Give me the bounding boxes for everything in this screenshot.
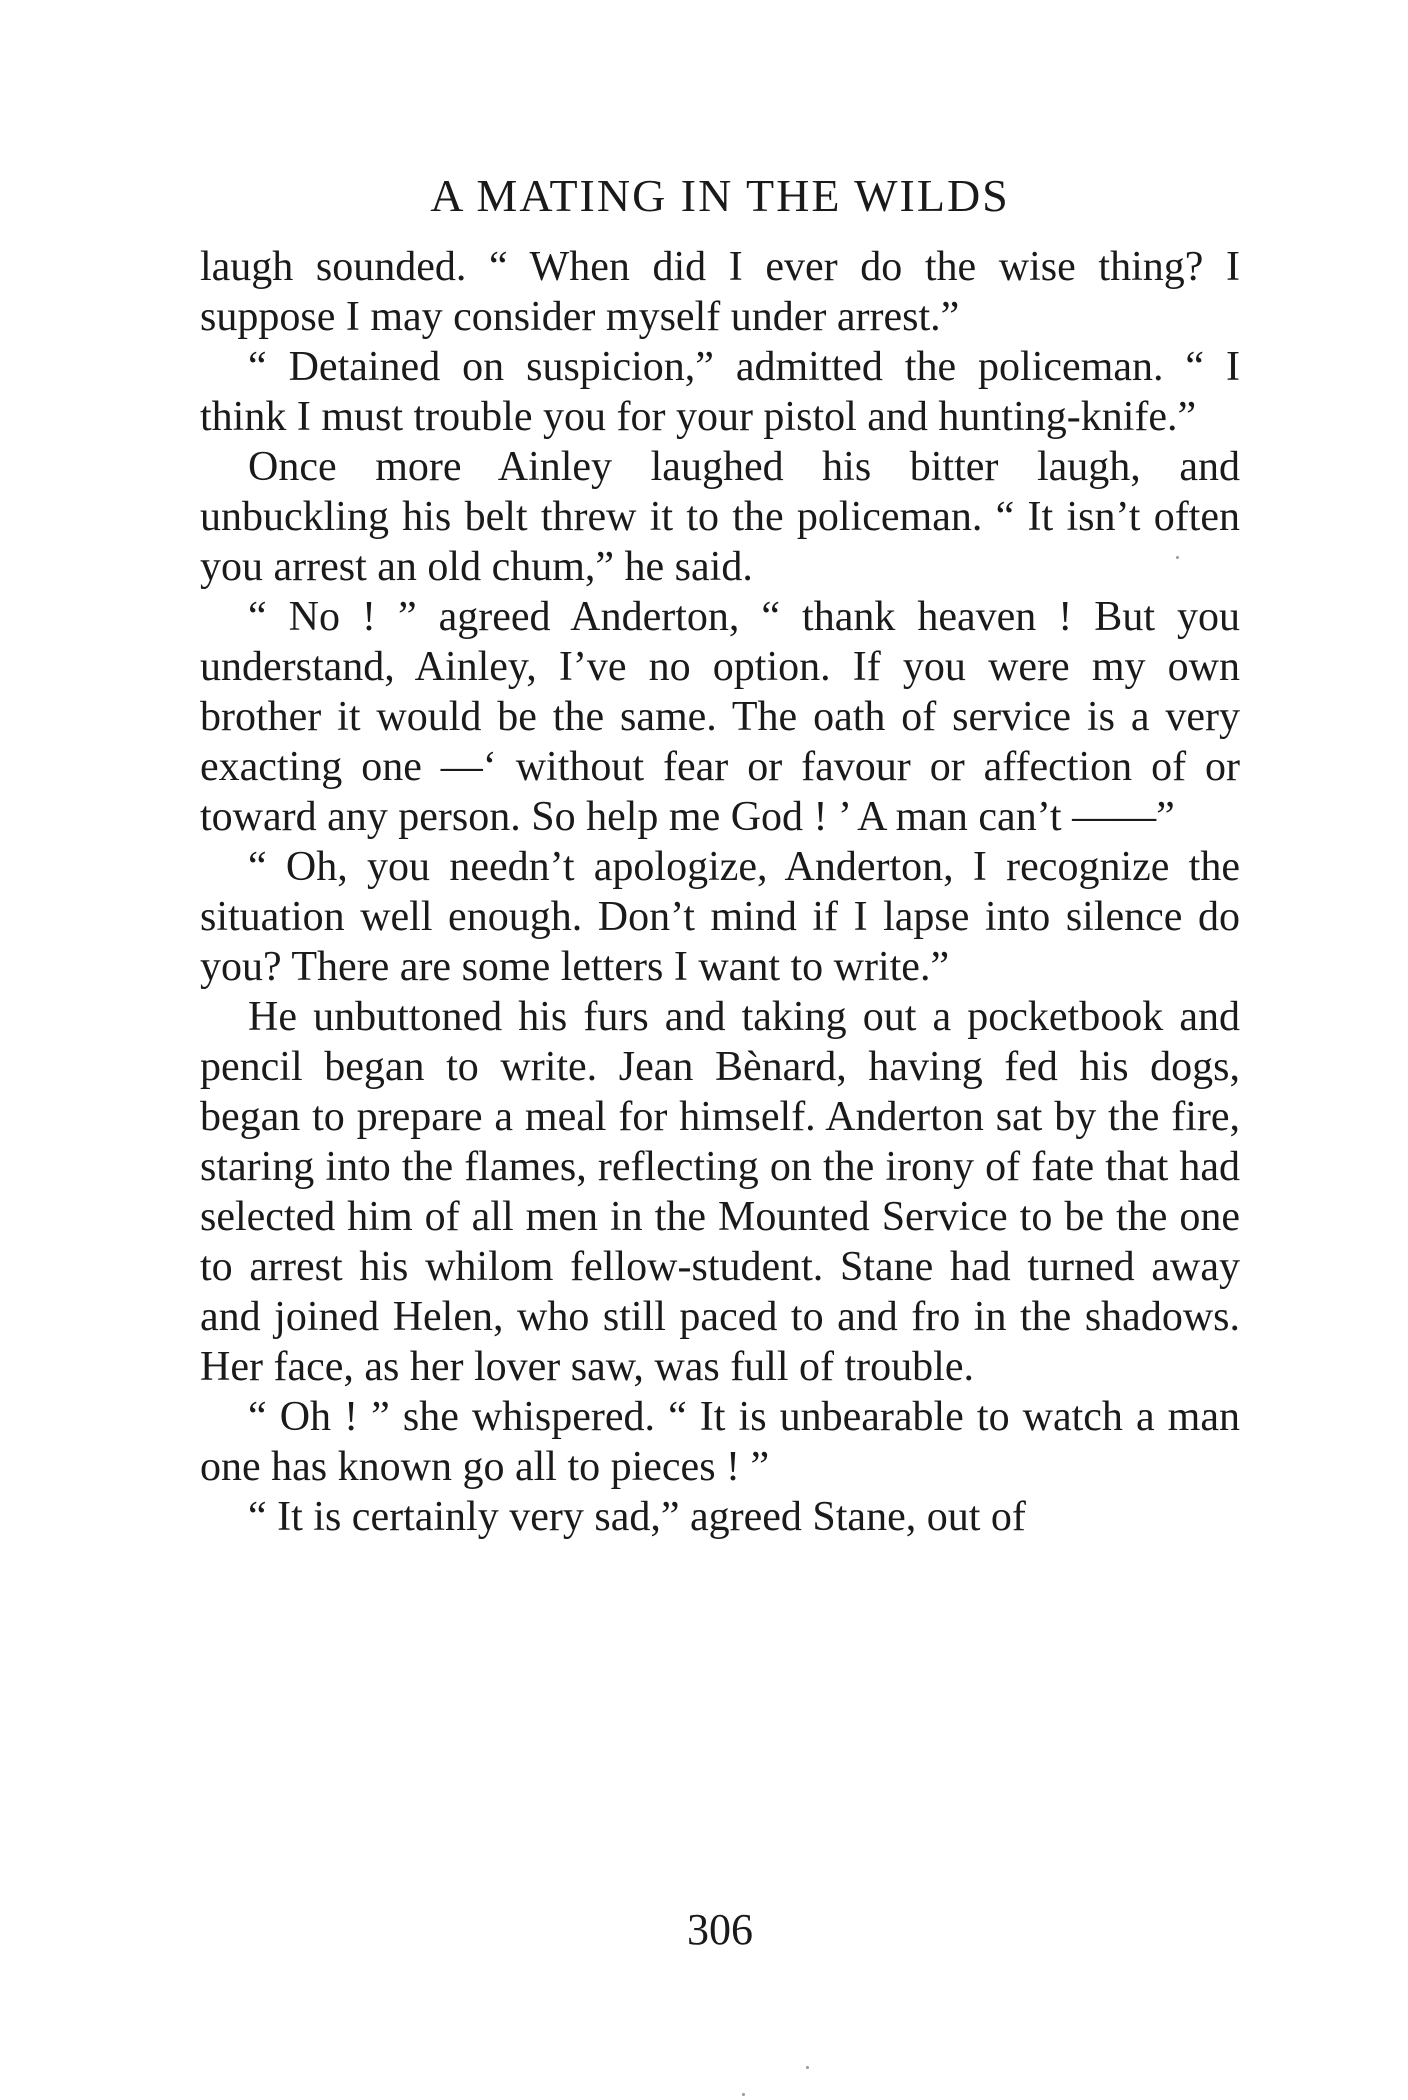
paragraph: Once more Ainley laughed his bitter laugh, and unbuckling his belt threw it to the policeman. “ It isn’t often you arrest an old chum,” he said. (200, 444, 1240, 590)
paragraph: “ Oh, you needn’t apologize, Anderton, I recognize the situation well enough. Don’t mind if I lapse into silence do you? There are some letters I want to write.” (200, 844, 1240, 990)
paper-speck (806, 2066, 809, 2069)
paragraph: “ Oh ! ” she whispered. “ It is unbearable to watch a man one has known go all to pieces ! ” (200, 1394, 1240, 1490)
paragraph: “ Detained on suspicion,” admitted the policeman. “ I think I must trouble you for your pistol and hunting-knife.” (200, 344, 1240, 440)
paper-speck (742, 2093, 745, 2096)
paper-speck (1176, 556, 1179, 559)
running-head: A MATING IN THE WILDS (430, 170, 1010, 221)
body-text (200, 242, 1240, 1542)
page-number: 306 (687, 1905, 753, 1954)
paragraph: He unbuttoned his furs and taking out a pocketbook and pencil began to write. Jean Bènard, having fed his dogs, began to prepare a meal for himself. Anderton sat by the fire, staring into the flames, reflecting on the irony of fate that had selected him of all men in the Mounted Service to be the one to arrest his whilom fellow-student. Stane had turned away and joined Helen, who still paced to and fro in the shadows. Her face, as her lover saw, was full of trouble. (200, 994, 1240, 1390)
paragraph: “ It is certainly very sad,” agreed Stane, out of (248, 1494, 1026, 1540)
paragraph-continued: laugh sounded. “ When did I ever do the wise thing? I suppose I may consider myself under arrest.” (200, 244, 1240, 340)
paragraph: “ No ! ” agreed Anderton, “ thank heaven ! But you understand, Ainley, I’ve no option. If you were my own brother it would be the same. The oath of service is a very exacting one —‘ without fear or favour or affection of or toward any person. So help me God ! ’ A man can’t ——” (200, 594, 1240, 840)
